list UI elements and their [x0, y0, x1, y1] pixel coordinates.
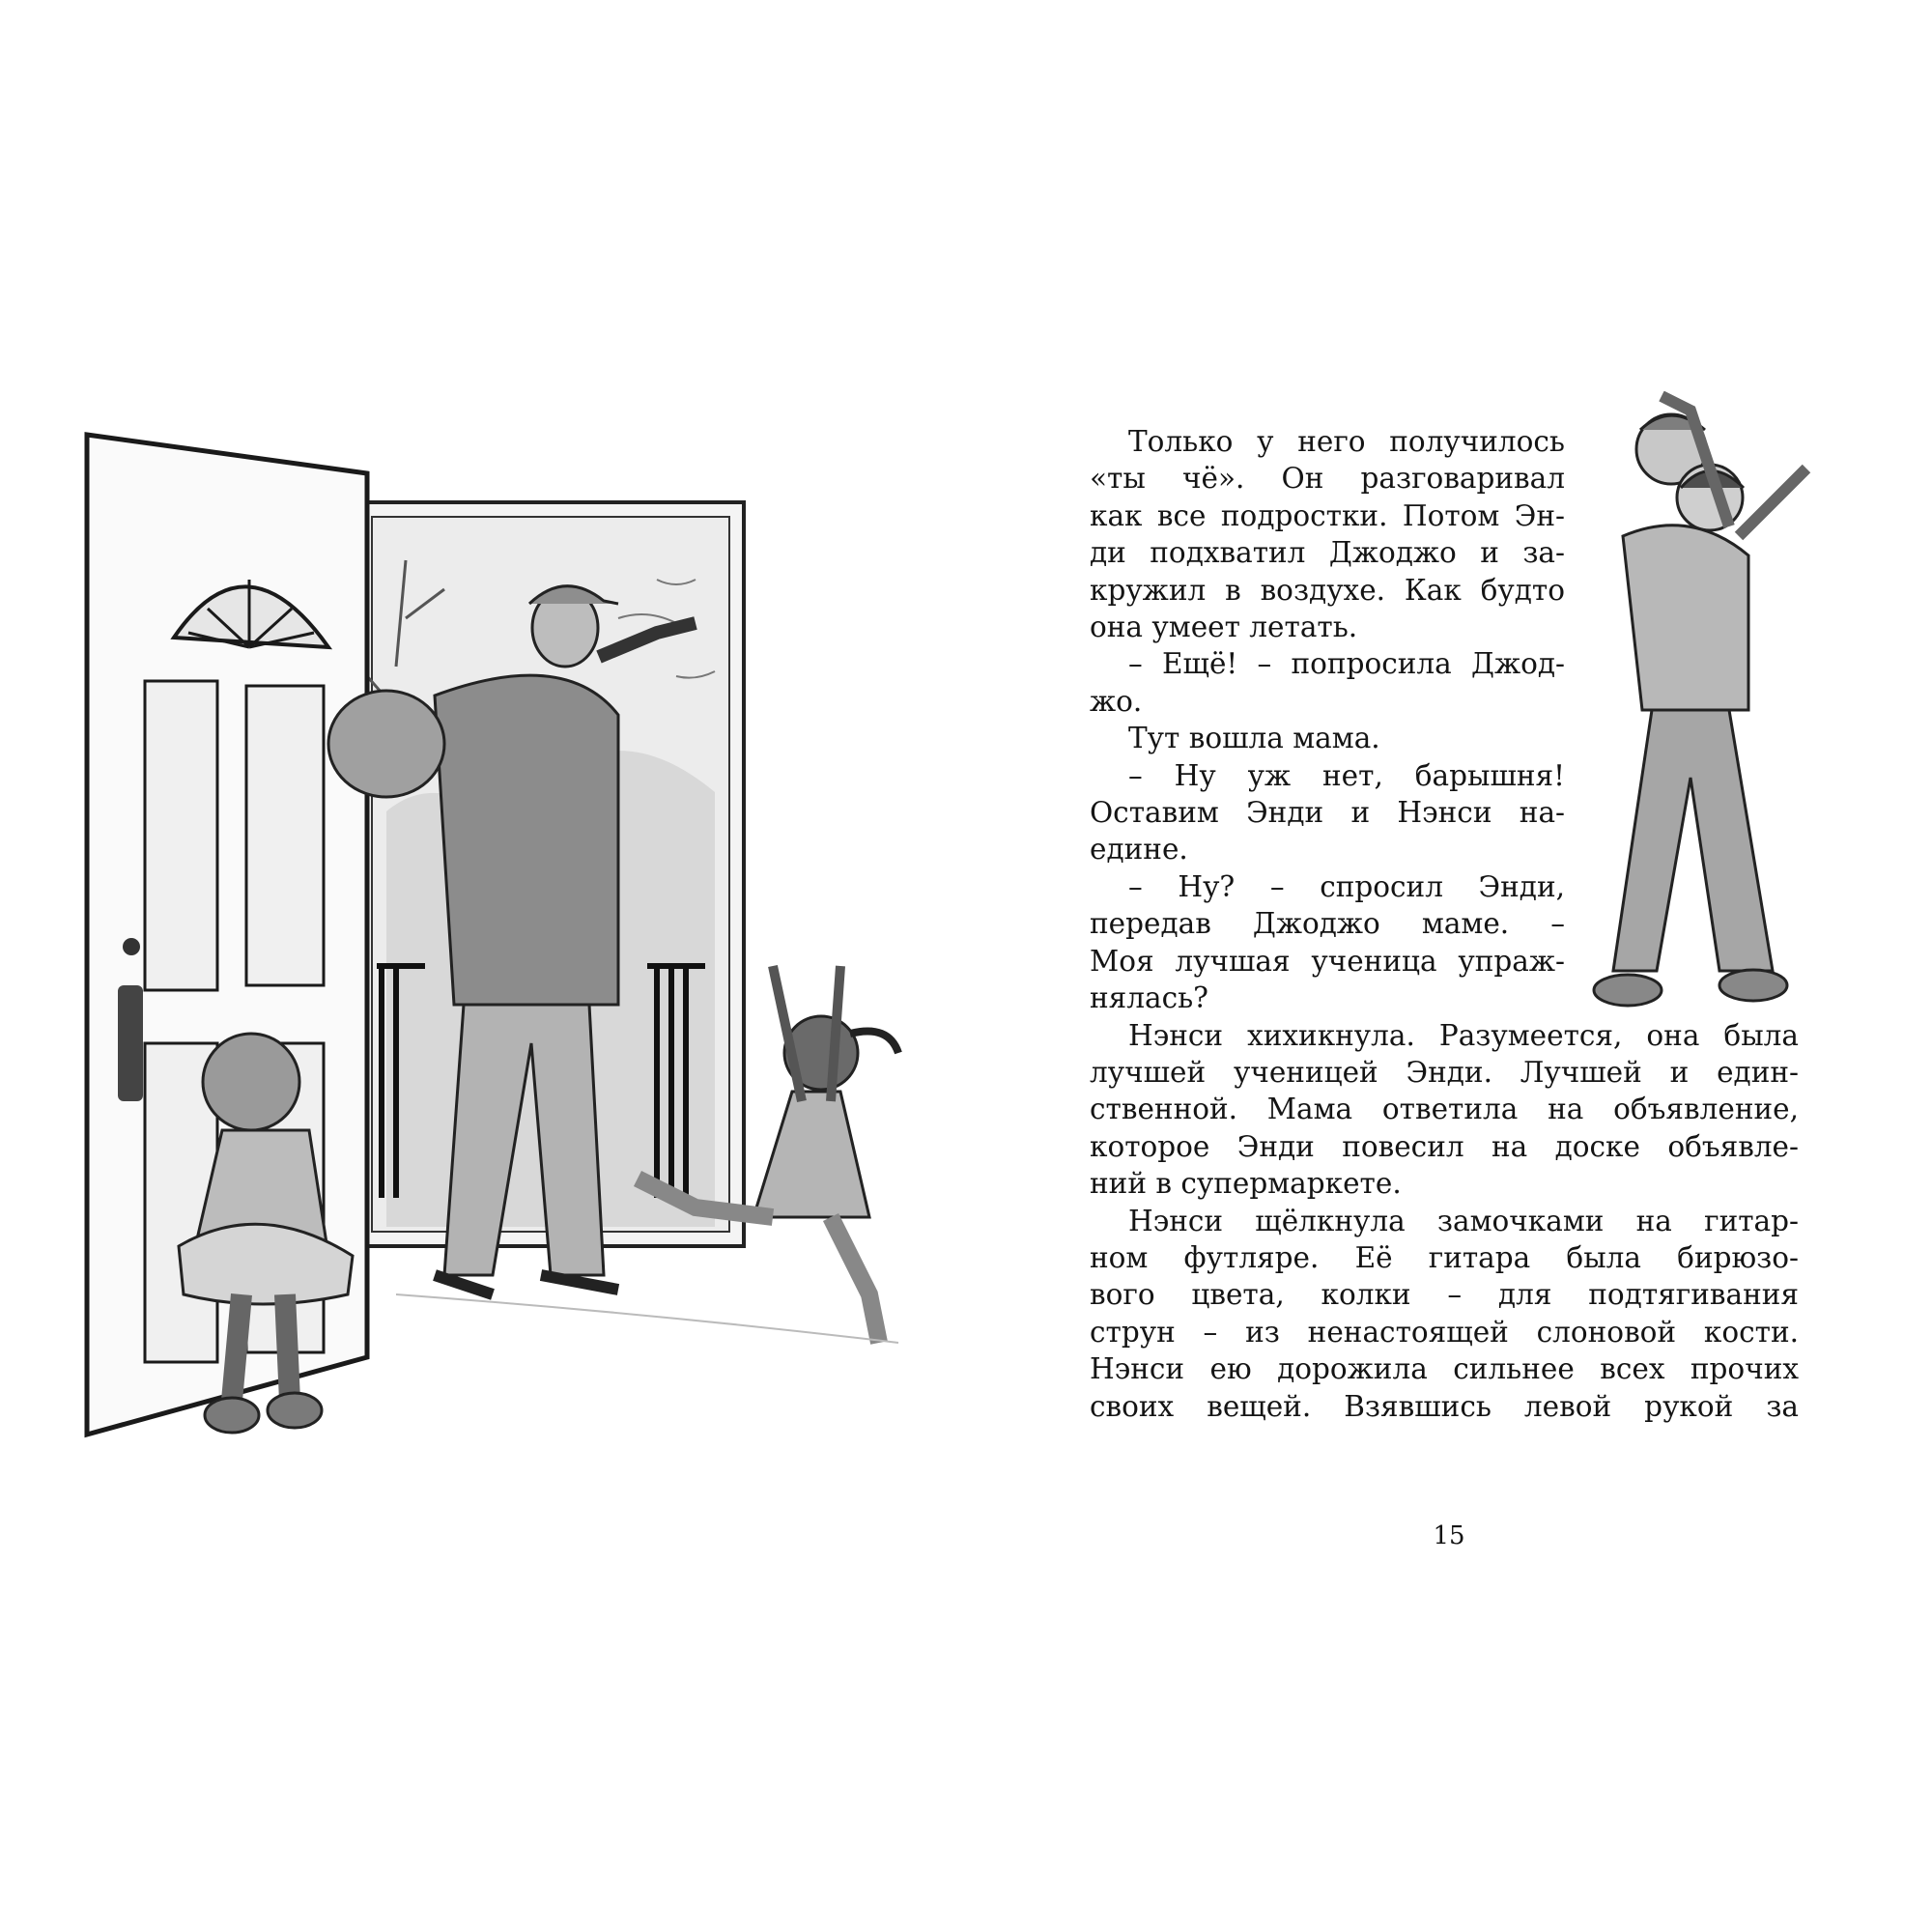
text-line: едине.	[1090, 833, 1188, 867]
text-line: Тут вошла мама.	[1128, 722, 1380, 755]
door-scene-illustration	[77, 425, 947, 1449]
text-line: лучшей ученицей Энди. Лучшей и един-	[1090, 1055, 1799, 1089]
narrow-column	[1090, 423, 1799, 1017]
wide-column	[1090, 1017, 1799, 1425]
text-line: как все подростки. Потом Эн-	[1090, 498, 1565, 532]
text-line: вого цвета, колки – для подтягивания	[1090, 1278, 1799, 1312]
text-line: – Ну? – спросил Энди,	[1128, 869, 1565, 903]
text-line: Моя лучшая ученица упраж-	[1090, 944, 1565, 978]
text-line: Нэнси ею дорожила сильнее всех прочих	[1090, 1352, 1799, 1386]
page-number: 15	[1433, 1521, 1465, 1550]
text-line: струн – из ненастоящей слоновой кости.	[1090, 1315, 1799, 1349]
text-line: Оставим Энди и Нэнси на-	[1090, 796, 1565, 830]
story-text	[1090, 423, 1799, 1495]
text-line: ди подхватил Джоджо и за-	[1090, 536, 1565, 570]
text-line: ственной. Мама ответила на объявление,	[1090, 1093, 1799, 1126]
text-line: Только у него получилось	[1128, 425, 1565, 458]
text-line: Нэнси щёлкнула замочками на гитар-	[1128, 1204, 1799, 1237]
text-line: «ты чё». Он разговаривал	[1090, 462, 1565, 496]
text-line: кружил в воздухе. Как будто	[1090, 573, 1565, 607]
text-line: нялась?	[1090, 981, 1208, 1015]
text-line: ном футляре. Её гитара была бирюзо-	[1090, 1240, 1799, 1274]
text-line: – Ну уж нет, барышня!	[1128, 758, 1565, 792]
text-line: жо.	[1090, 684, 1143, 718]
text-line: Нэнси хихикнула. Разумеется, она была	[1128, 1018, 1799, 1052]
text-line: которое Энди повесил на доске объявле-	[1090, 1129, 1799, 1163]
text-line: – Ещё! – попросила Джод-	[1128, 647, 1565, 681]
text-line: передав Джоджо маме. –	[1090, 907, 1565, 941]
text-line: она умеет летать.	[1090, 611, 1358, 644]
text-line: ний в супермаркете.	[1090, 1167, 1402, 1201]
text-line: своих вещей. Взявшись левой рукой за	[1090, 1389, 1799, 1423]
